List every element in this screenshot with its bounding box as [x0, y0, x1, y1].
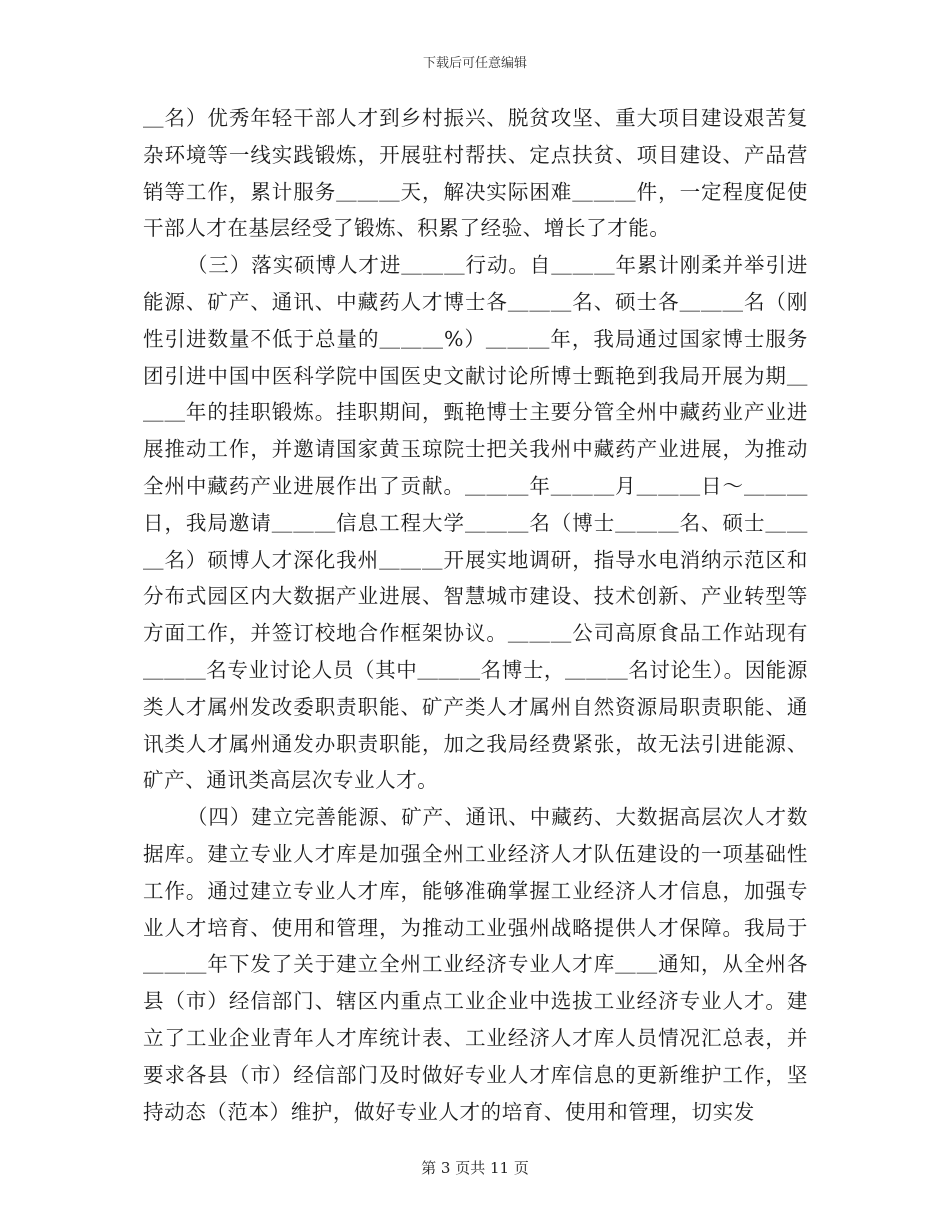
- paragraph-continuation: ＿名）优秀年轻干部人才到乡村振兴、脱贫攻坚、重大项目建设艰苦复杂环境等一线实践锻炼，开展驻村帮扶、定点扶贫、项目建设、产品营销等工作，累计服务＿＿＿天，解决实际困难＿＿＿件，一定程度促使干部人才在基层经受了锻炼、积累了经验、增长了才能。: [143, 106, 808, 241]
- document-body: [143, 100, 808, 1130]
- page-header: 下载后可任意编辑: [422, 56, 527, 71]
- paragraph-section-3: （三）落实硕博人才进＿＿＿行动。自＿＿＿年累计刚柔并举引进能源、矿产、通讯、中藏药人才博士各＿＿＿名、硕士各＿＿＿名（刚性引进数量不低于总量的＿＿＿%）＿＿＿年，我局通过国家博士服务团引进中国中医科学院中国医史文献讨论所博士甄艳到我局开展为期＿＿＿年的挂职锻炼。挂职期间，甄艳博士主要分管全州中藏药业产业进展推动工作，并邀请国家黄玉琼院士把关我州中藏药产业进展，为推动全州中藏药产业进展作出了贡献。＿＿＿年＿＿＿月＿＿＿日～＿＿＿日，我局邀请＿＿＿信息工程大学＿＿＿名（博士＿＿＿名、硕士＿＿＿名）硕博人才深化我州＿＿＿开展实地调研，指导水电消纳示范区和分布式园区内大数据产业进展、智慧城市建设、技术创新、产业转型等方面工作，并签订校地合作框架协议。＿＿＿公司高原食品工作站现有＿＿＿名专业讨论人员（其中＿＿＿名博士，＿＿＿名讨论生）。因能源类人才属州发改委职责职能、矿产类人才属州自然资源局职责职能、通讯类人才属州通发办职责职能，加之我局经费紧张，故无法引进能源、矿产、通讯类高层次专业人才。: [143, 253, 808, 793]
- paragraph-section-4: （四）建立完善能源、矿产、通讯、中藏药、大数据高层次人才数据库。建立专业人才库是加强全州工业经济人才队伍建设的一项基础性工作。通过建立专业人才库，能够准确掌握工业经济人才信息，加强专业人才培育、使用和管理，为推动工业强州战略提供人才保障。我局于＿＿＿年下发了关于建立全州工业经济专业人才库＿＿通知，从全州各县（市）经信部门、辖区内重点工业企业中选拔工业经济专业人才。建立了工业企业青年人才库统计表、工业经济人才库人员情况汇总表，并要求各县（市）经信部门及时做好专业人才库信息的更新维护工作，坚持动态（范本）维护，做好专业人才的培育、使用和管理，切实发: [143, 805, 808, 1124]
- page-number: 第 3 页共 11 页: [421, 1159, 529, 1177]
